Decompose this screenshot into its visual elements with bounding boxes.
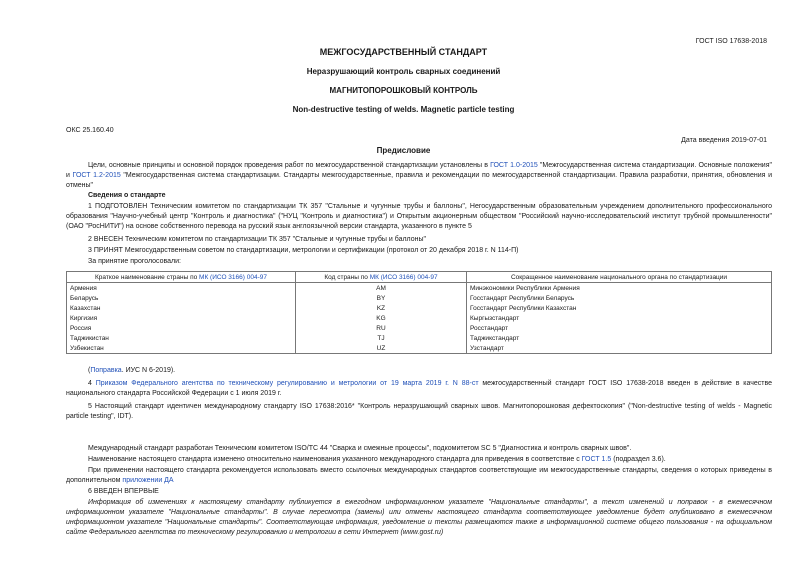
p1-text-c: "Межгосударственная система стандартизации. Стандарты межгосударственные, правила и рекомендации по межгосударственной стандартизации. Правила разработки, принятия, обновления и отмены" xyxy=(66,172,772,189)
cell-country: Беларусь xyxy=(67,293,296,303)
title-method: МАГНИТОПОРОШКОВЫЙ КОНТРОЛЬ xyxy=(329,86,478,95)
cell-code: KZ xyxy=(296,303,467,313)
cell-country: Таджикистан xyxy=(67,333,296,343)
gost-1-0-link[interactable]: ГОСТ 1.0-2015 xyxy=(490,162,538,169)
cell-country: Россия xyxy=(67,323,296,333)
intl-committee-note: Международный стандарт разработан Техническим комитетом ISO/TC 44 "Сварка и смежные процессы", подкомитетом SC 5 "Диагностика и контроль сварных швов". xyxy=(88,445,632,452)
header-national-body: Сокращенное наименование национального органа по стандартизации xyxy=(467,272,772,283)
cell-body: Таджикстандарт xyxy=(467,333,772,343)
table-row xyxy=(67,293,772,303)
item-4-enacted xyxy=(66,379,772,399)
p1-text-b: "Межгосударственная система стандартизации. Основные положения" и xyxy=(66,162,772,179)
cell-country: Узбекистан xyxy=(67,343,296,354)
name-change-note xyxy=(66,455,772,465)
changes-information: Информация об изменениях к настоящему стандарту публикуется в ежегодном информационном указателе "Национальные стандарты", а текст изменений и поправок - в ежемесячном информационном указателе "Национальные стандарты". В случае пересмотра (замены) или отмены настоящего стандарта соответствующее уведомление будет опубликовано в ежемесячном информационном указателе "Национальные стандарты". Соответствующая информация, уведомление и тексты размещаются также в информационной системе общего пользования - на официальном сайте Федерального агентства по техническому регулированию и метрологии в сети Интернет (www.gost.ru) xyxy=(66,499,772,536)
table-row xyxy=(67,323,772,333)
document-id: ГОСТ ISO 17638-2018 xyxy=(695,38,767,45)
item-1-prepared: 1 ПОДГОТОВЛЕН Техническим комитетом по стандартизации ТК 357 "Стальные и чугунные трубы и баллоны", Негосударственным образовательным учреждением дополнительного профессионального образования "Научно-учебный центр "Контроль и диагностика" ("НУЦ "Контроль и диагностика") и Открытым акционерным обществом "Российский научно-исследовательский институт трубной промышленности" (ОАО "РосНИТИ") на основе собственного перевода на русский язык англоязычной версии стандарта, указанного в пункте 5 xyxy=(66,203,772,230)
cell-country: Киргизия xyxy=(67,313,296,323)
cell-code: TJ xyxy=(296,333,467,343)
mk-iso-link-1[interactable]: МК (ИСО 3166) 004-97 xyxy=(199,273,267,281)
item4-num: 4 xyxy=(88,380,96,387)
cell-body: Узстандарт xyxy=(467,343,772,354)
header-country-code xyxy=(296,272,467,283)
intl3-text: При применении настоящего стандарта рекомендуется использовать вместо ссылочных международных стандартов соответствующие им межгосударственные стандарты, сведения о которых приведены в дополнительном xyxy=(66,467,772,484)
item-6-first-introduced: 6 ВВЕДЕН ВПЕРВЫЕ xyxy=(88,488,159,495)
header-country-text: Краткое наименование страны по xyxy=(95,273,200,281)
item-5-identical: 5 Настоящий стандарт идентичен международному стандарту ISO 17638:2016* "Контроль неразрушающий сварных швов. Магнитопорошковая дефектоскопия" ("Non-destructive testing of welds - Magnetic particle testing", IDT). xyxy=(66,403,772,420)
title-interstate-standard: МЕЖГОСУДАРСТВЕННЫЙ СТАНДАРТ xyxy=(319,47,488,57)
amendment-link[interactable]: Поправка xyxy=(90,367,122,374)
cell-body: Госстандарт Республики Казахстан xyxy=(467,303,772,313)
cell-code: RU xyxy=(296,323,467,333)
order-88-st-link[interactable]: Приказом Федерального агентства по техническому регулированию и метрологии от 19 марта 2019 г. N 88-ст xyxy=(95,380,479,387)
cell-country: Казахстан xyxy=(67,303,296,313)
item-3-adopted: 3 ПРИНЯТ Межгосударственным советом по стандартизации, метрологии и сертификации (протокол от 20 декабря 2018 г. N 114-П) xyxy=(88,247,519,254)
foreword-heading: Предисловие xyxy=(376,146,431,155)
intro-date: Дата введения 2019-07-01 xyxy=(681,137,767,144)
cell-body: Росстандарт xyxy=(467,323,772,333)
amendment-note xyxy=(66,366,772,376)
voted-for-label: За принятие проголосовали: xyxy=(88,258,181,265)
cell-code: KG xyxy=(296,313,467,323)
cell-country: Армения xyxy=(67,283,296,294)
title-english: Non-destructive testing of welds. Magnetic particle testing xyxy=(292,105,515,114)
cell-body: Госстандарт Республики Беларусь xyxy=(467,293,772,303)
mk-iso-link-2[interactable]: МК (ИСО 3166) 004-97 xyxy=(369,273,438,281)
cell-code: UZ xyxy=(296,343,467,354)
references-note xyxy=(66,466,772,486)
intl2-rest: (подраздел 3.6). xyxy=(611,456,666,463)
item-2-submitted: 2 ВНЕСЕН Техническим комитетом по стандартизации ТК 357 "Стальные и чугунные трубы и баллоны" xyxy=(88,236,426,243)
amend-open: ( xyxy=(88,367,91,374)
about-standard-heading: Сведения о стандарте xyxy=(88,192,166,199)
intl2-text: Наименование настоящего стандарта изменено относительно наименования указанного международного стандарта для приведения в соответствие с xyxy=(88,456,582,463)
foreword-paragraph xyxy=(66,161,772,191)
table-header-row xyxy=(67,272,772,283)
amend-rest: . ИУС N 6-2019). xyxy=(121,367,176,374)
voting-countries-table xyxy=(66,271,772,354)
table-row xyxy=(67,283,772,294)
table-row xyxy=(67,303,772,313)
oks-code: ОКС 25.160.40 xyxy=(66,127,114,134)
gost-1-5-link[interactable]: ГОСТ 1.5 xyxy=(581,456,612,463)
cell-body: Кыргызстандарт xyxy=(467,313,772,323)
header-code-text: Код страны по xyxy=(324,273,370,281)
cell-code: AM xyxy=(296,283,467,294)
p1-text-a: Цели, основные принципы и основной порядок проведения работ по межгосударственной стандартизации установлены в xyxy=(88,162,491,169)
table-row xyxy=(67,333,772,343)
cell-body: Минэкономики Республики Армения xyxy=(467,283,772,294)
cell-code: BY xyxy=(296,293,467,303)
title-subject: Неразрушающий контроль сварных соединений xyxy=(306,67,501,76)
gost-1-2-link[interactable]: ГОСТ 1.2-2015 xyxy=(72,172,121,179)
item4-rest: межгосударственный стандарт ГОСТ ISO 17638-2018 введен в действие в качестве национального стандарта Российской Федерации с 1 июля 2019 г. xyxy=(66,380,773,397)
header-country-name xyxy=(67,272,296,283)
table-row xyxy=(67,343,772,354)
table-row xyxy=(67,313,772,323)
appendix-da-link[interactable]: приложении ДА xyxy=(122,477,174,484)
